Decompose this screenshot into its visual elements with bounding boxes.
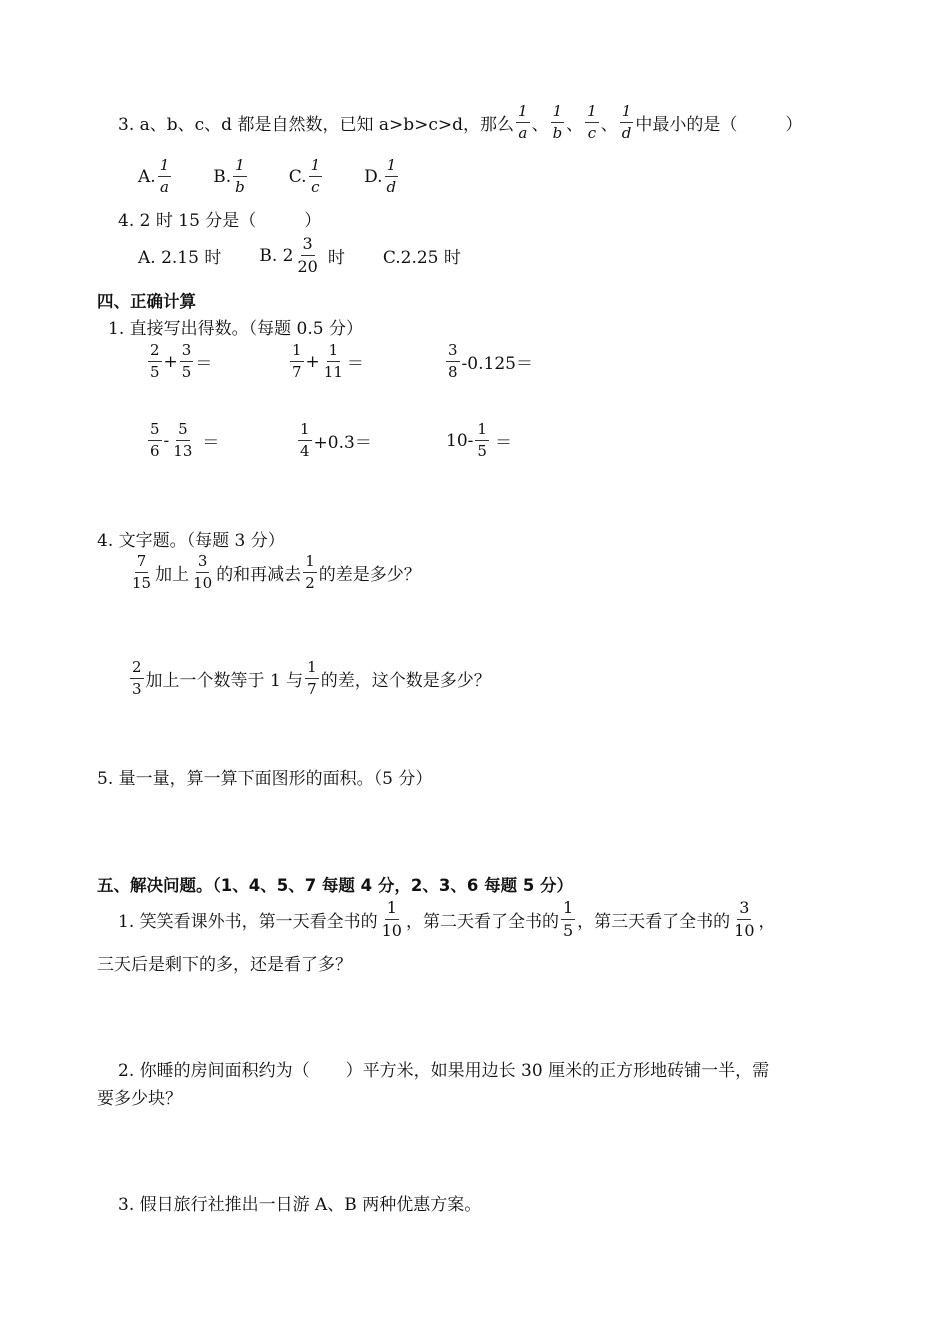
calc-expression-2: $\frac{1}{7}$ + $\frac{1}{11}$ ＝	[292, 341, 364, 381]
problem-2-line-1: 2. 你睡的房间面积约为（ ）平方米，如果用边长 30 厘米的正方形地砖铺一半，需	[118, 1061, 770, 1081]
section-5-title: 五、解决问题。（1、4、5、7 每题 4 分，2、3、6 每题 5 分）	[97, 876, 574, 895]
problem-2-line-2: 要多少块？	[97, 1089, 182, 1109]
word-problems-title: 4. 文字题。（每题 3 分）	[97, 531, 285, 551]
subsection-1-title: 1. 直接写出得数。（每题 0.5 分）	[108, 319, 363, 339]
calc-expression-6: 10- $\frac{1}{5}$ ＝	[446, 420, 512, 460]
fraction-1-over-d: $\frac{1}{d}$	[621, 102, 632, 142]
word-problem-2: $\frac{2}{3}$ 加上一个数等于 1 与 $\frac{1}{7}$ 的差，这个数是多少？	[132, 658, 491, 698]
option-d[interactable]: D. $\frac{1}{d}$	[364, 156, 397, 196]
calc-expression-4: $\frac{5}{6}$ - $\frac{5}{13}$ ＝	[150, 420, 220, 460]
fraction-1-over-c: $\frac{1}{c}$	[587, 102, 597, 142]
calc-expression-3: $\frac{3}{8}$ -0.125＝	[448, 341, 533, 381]
option-b[interactable]: B. 2 $\frac{3}{20}$ 时	[259, 234, 345, 276]
question-5: 5. 量一量，算一算下面图形的面积。（5 分）	[97, 769, 433, 789]
calc-expression-1: $\frac{2}{5}$ + $\frac{3}{5}$ ＝	[150, 341, 213, 381]
word-problem-1: $\frac{7}{15}$ 加上 $\frac{3}{10}$ 的和再减去 $\frac{1}{2}$ 的差是多少？	[132, 552, 421, 592]
fraction-1-over-a: $\frac{1}{a}$	[518, 102, 528, 142]
option-b[interactable]: B. $\frac{1}{b}$	[213, 156, 245, 196]
question-4-options	[138, 236, 461, 275]
question-3-options	[138, 158, 400, 195]
option-c[interactable]: C.2.25 时	[382, 248, 461, 268]
question-3-stem: 3. a、b、c、d 都是自然数，已知 a>b>c>d，那么 $\frac{1}{a}$ 、 $\frac{1}{b}$ 、 $\frac{1}{c}$ 、 $\frac{1}{d}$ 中最小的是（ ）	[118, 102, 803, 142]
option-a[interactable]: A. 2.15 时	[138, 248, 222, 268]
option-a[interactable]: A. $\frac{1}{a}$	[138, 156, 170, 196]
problem-1-line-1: 1. 笑笑看课外书，第一天看全书的 $\frac{1}{10}$ ，第二天看了全书的 $\frac{1}{5}$ ，第三天看了全书的 $\frac{3}{10}$ ，	[118, 898, 776, 940]
question-4-stem: 4. 2 时 15 分是（ ）	[118, 211, 322, 231]
calc-expression-5: $\frac{1}{4}$ +0.3＝	[300, 420, 372, 460]
section-4-title: 四、正确计算	[97, 292, 196, 311]
problem-1-line-2: 三天后是剩下的多，还是看了多？	[97, 955, 352, 975]
option-c[interactable]: C. $\frac{1}{c}$	[288, 156, 321, 196]
problem-3: 3. 假日旅行社推出一日游 A、B 两种优惠方案。	[118, 1195, 482, 1215]
fraction-1-over-b: $\frac{1}{b}$	[552, 102, 563, 142]
